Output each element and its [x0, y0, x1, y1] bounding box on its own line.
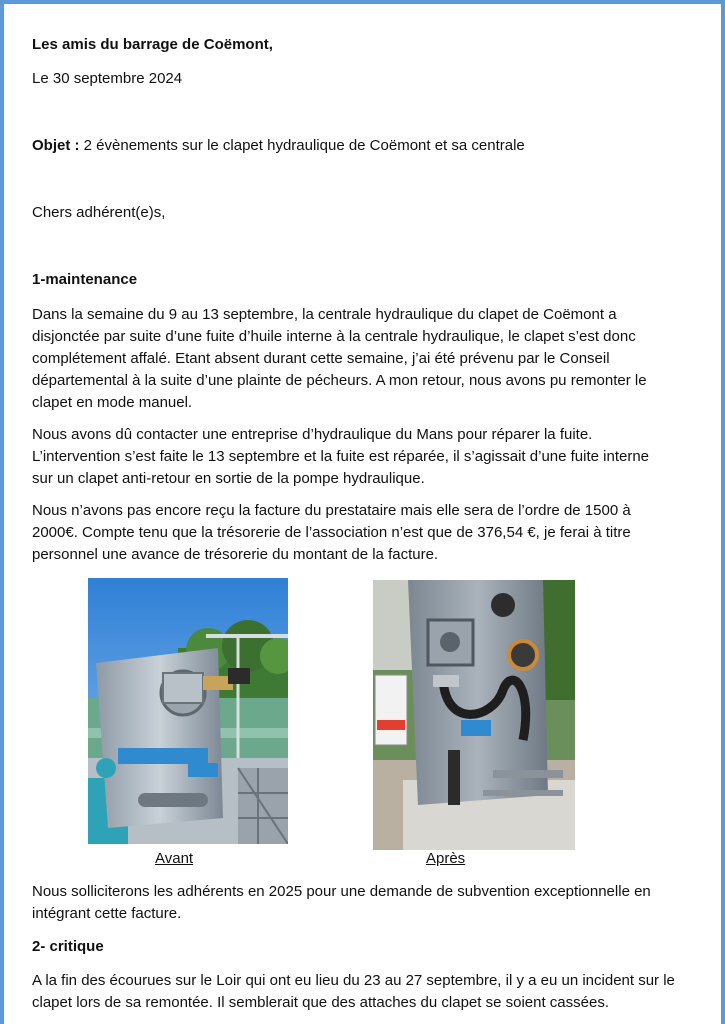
text-line: personnel une avance de trésorerie du montant de la facture. — [32, 546, 439, 563]
text-line: sur un clapet anti-retour en sortie de la pompe hydraulique. — [32, 470, 425, 487]
section1-paragraph-4 — [32, 881, 694, 925]
text-line: intégrant cette facture. — [32, 905, 182, 922]
subject-line — [32, 135, 525, 157]
text-line: A la fin des écourues sur le Loir qui ont eu lieu du 23 au 27 septembre, il y a eu un incident sur le — [32, 972, 675, 989]
text-line: L’intervention s’est faite le 13 septembre et la fuite est réparée, il s’agissait d’une fuite interne — [32, 448, 650, 465]
greeting: Chers adhérent(e)s, — [32, 204, 166, 221]
photo-before — [88, 578, 288, 844]
subject-label: Objet : — [32, 137, 80, 154]
hydraulic-unit-after-image — [373, 580, 575, 850]
subject-text: 2 évènements sur le clapet hydraulique de Coëmont et sa centrale — [79, 137, 525, 154]
text-line: Nous avons dû contacter une entreprise d’hydraulique du Mans pour réparer la fuite. — [32, 426, 593, 443]
section1-paragraph-2 — [32, 424, 694, 490]
text-line: disjonctée par suite d’une fuite d’huile interne à la centrale hydraulique, le clapet s’est donc — [32, 328, 636, 345]
text-line: Dans la semaine du 9 au 13 septembre, la centrale hydraulique du clapet de Coëmont a — [32, 306, 617, 323]
caption-before: Avant — [155, 850, 194, 867]
text-line: 2000€. Compte tenu que la trésorerie de l’association n’est que de 376,54 €, je ferai à titre — [32, 524, 631, 541]
text-line: clapet en mode manuel. — [32, 394, 193, 411]
photo-after — [373, 580, 575, 850]
text-line: Nous n’avons pas encore reçu la facture du prestataire mais elle sera de l’ordre de 1500 à — [32, 502, 631, 519]
text-line: clapet lors de sa remontée. Il semblerait que des attaches du clapet se soient cassées. — [32, 994, 609, 1011]
association-name: Les amis du barrage de Coëmont, — [32, 36, 273, 53]
letter-date: Le 30 septembre 2024 — [32, 70, 183, 87]
section1-paragraph-1 — [32, 304, 694, 414]
text-line: Nous solliciterons les adhérents en 2025 pour une demande de subvention exceptionnelle en — [32, 883, 651, 900]
text-line: complétement affalé. Etant absent durant cette semaine, j’ai été prévenu par le Conseil — [32, 350, 610, 367]
caption-after: Après — [426, 850, 466, 867]
hydraulic-unit-before-image — [88, 578, 288, 844]
section2-paragraph-1 — [32, 970, 694, 1014]
text-line: départemental à la suite d’une plainte de pécheurs. A mon retour, nous avons pu remonter le — [32, 372, 647, 389]
section1-paragraph-3 — [32, 500, 694, 566]
section2-title: 2- critique — [32, 938, 104, 955]
section1-title: 1-maintenance — [32, 271, 138, 288]
